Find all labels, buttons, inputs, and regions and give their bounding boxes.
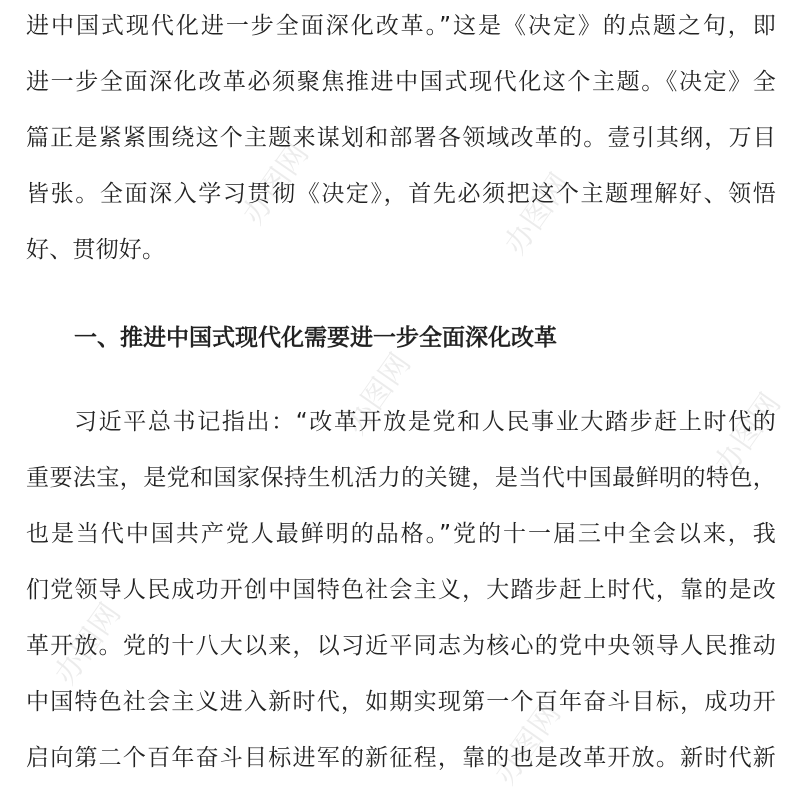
paragraph-line: 也是当代中国共产党人最鲜明的品格。”党的十一届三中全会以来，我: [26, 521, 776, 547]
paragraph-line: 好、贯彻好。: [26, 237, 166, 263]
watermark: 办图网: [235, 137, 317, 231]
watermark: 办图网: [497, 167, 579, 261]
paragraph-line: 篇正是紧紧围绕这个主题来谋划和部署各领域改革的。壹引其纲，万目: [26, 125, 776, 151]
paragraph-line: 进中国式现代化进一步全面深化改革。”这是《决定》的点题之句，即: [26, 13, 776, 39]
watermark: 办图网: [487, 697, 569, 791]
section-heading: 一、推进中国式现代化需要进一步全面深化改革: [74, 325, 557, 351]
paragraph-line: 重要法宝，是党和国家保持生机活力的关键，是当代中国最鲜明的特色，: [26, 465, 776, 491]
paragraph-line: 皆张。全面深入学习贯彻《决定》，首先必须把这个主题理解好、领悟: [26, 181, 776, 207]
watermark: 办图网: [337, 347, 419, 441]
watermark: 办图网: [707, 387, 789, 481]
watermark: 办图网: [47, 597, 129, 691]
paragraph-line: 习近平总书记指出：“改革开放是党和人民事业大踏步赶上时代的: [74, 409, 776, 435]
paragraph-line: 启向第二个百年奋斗目标进军的新征程，靠的也是改革开放。新时代新: [26, 745, 776, 771]
paragraph-line: 中国特色社会主义进入新时代，如期实现第一个百年奋斗目标，成功开: [26, 689, 776, 715]
paragraph-line: 革开放。党的十八大以来，以习近平同志为核心的党中央领导人民推动: [26, 633, 776, 659]
paragraph-line: 们党领导人民成功开创中国特色社会主义，大踏步赶上时代，靠的是改: [26, 577, 776, 603]
paragraph-line: 进一步全面深化改革必须聚焦推进中国式现代化这个主题。《决定》全: [26, 69, 776, 95]
